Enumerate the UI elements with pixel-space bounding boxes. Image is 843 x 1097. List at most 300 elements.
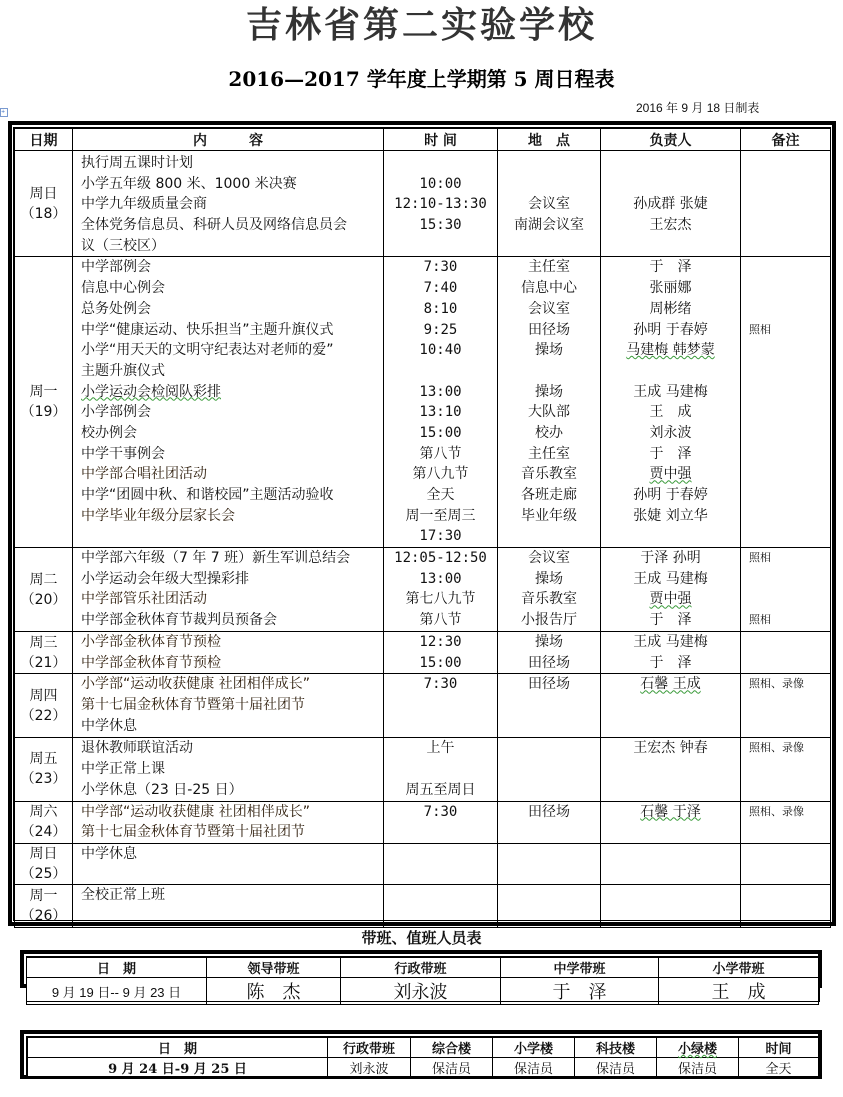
- time-line: [384, 423, 497, 444]
- content-line: [81, 802, 383, 823]
- time-text: 第七八九节: [405, 591, 476, 608]
- time-text: 8:10: [423, 300, 458, 317]
- note-line: [749, 236, 830, 257]
- note-cell: [741, 151, 831, 257]
- time-line: [384, 278, 497, 299]
- note-cell: [741, 548, 831, 632]
- person-line: [601, 589, 740, 610]
- duty1-leader-value: 陈 杰: [207, 978, 341, 1005]
- place-text: 操场: [535, 342, 563, 359]
- duty-table-1: [26, 957, 819, 1005]
- content-line: [81, 589, 383, 610]
- time-line: [384, 738, 497, 759]
- time-text: 17:30: [419, 528, 462, 545]
- place-line: [498, 299, 600, 320]
- note-line: [749, 780, 830, 801]
- col-header-place: 地 点: [498, 129, 601, 151]
- content-text: 小学五年级 800 米、1000 米决赛: [81, 175, 297, 192]
- day-date: （24）: [20, 824, 67, 841]
- time-cell: [384, 674, 498, 738]
- time-line: [384, 215, 497, 236]
- person-line: [601, 278, 740, 299]
- content-text: 中学部管乐社团活动: [81, 591, 207, 608]
- time-line: [384, 485, 497, 506]
- time-line: [384, 340, 497, 361]
- content-text: 小学运动会年级大型操彩排: [81, 570, 249, 587]
- place-text: 音乐教室: [521, 466, 577, 483]
- time-line: [384, 569, 497, 590]
- content-cell: [73, 548, 384, 632]
- place-text: 南湖会议室: [514, 217, 584, 234]
- content-text: 校办例会: [81, 424, 137, 441]
- schedule-row: [15, 632, 831, 674]
- place-line: [498, 526, 600, 547]
- person-line: [601, 653, 740, 674]
- place-line: [498, 695, 600, 716]
- place-line: [498, 589, 600, 610]
- person-line: [601, 674, 740, 695]
- duty1-col-primary: 小学带班: [659, 958, 819, 978]
- person-text: 石馨 于泽: [640, 803, 701, 820]
- person-text: 于 泽: [649, 445, 692, 462]
- note-line: [749, 716, 830, 737]
- duty2-col-time: 时间: [739, 1038, 819, 1058]
- place-line: [498, 382, 600, 403]
- content-line: [81, 526, 383, 547]
- content-text: 中学部例会: [81, 259, 151, 276]
- duty-table-1-row: [27, 978, 819, 1005]
- time-text: 13:00: [419, 383, 462, 400]
- person-cell: [601, 674, 741, 738]
- time-text: 12:30: [419, 634, 462, 651]
- person-line: [601, 610, 740, 631]
- content-cell: [73, 843, 384, 884]
- duty2-col-date: 日 期: [28, 1038, 328, 1058]
- made-date: 2016 年 9 月 18 日制表: [636, 101, 760, 115]
- time-line: [384, 444, 497, 465]
- schedule-row: [15, 151, 831, 257]
- person-cell: [601, 738, 741, 801]
- person-line: [601, 464, 740, 485]
- place-text: 田径场: [528, 803, 570, 820]
- day-cell: [15, 632, 73, 674]
- person-line: [601, 738, 740, 759]
- note-line: [749, 822, 830, 843]
- time-text: 7:30: [423, 259, 458, 276]
- place-line: [498, 215, 600, 236]
- content-cell: [73, 801, 384, 843]
- person-line: [601, 153, 740, 174]
- person-line: [601, 695, 740, 716]
- place-line: [498, 653, 600, 674]
- schedule-row: [15, 257, 831, 548]
- duty-table-2-row: [28, 1058, 819, 1078]
- note-line: [749, 153, 830, 174]
- content-cell: [73, 257, 384, 548]
- day-label: 周二: [29, 571, 58, 588]
- day-label: 周一: [29, 384, 58, 401]
- place-line: [498, 569, 600, 590]
- place-line: [498, 506, 600, 527]
- content-line: [81, 464, 383, 485]
- content-text: 中学毕业年级分层家长会: [81, 507, 235, 524]
- note-line: [749, 257, 830, 278]
- day-label: 周日: [29, 185, 58, 202]
- content-line: [81, 822, 383, 843]
- place-line: [498, 402, 600, 423]
- schedule-row: [15, 674, 831, 738]
- schedule-row: [15, 843, 831, 884]
- day-cell: [15, 548, 73, 632]
- time-line: [384, 194, 497, 215]
- person-line: [601, 716, 740, 737]
- time-line: [384, 299, 497, 320]
- duty2-green-value: 保洁员: [657, 1058, 739, 1078]
- duty2-time-value: 全天: [739, 1058, 819, 1078]
- note-line: [749, 548, 830, 569]
- place-text: 田径场: [528, 654, 570, 671]
- person-text: 王成 马建梅: [633, 383, 708, 400]
- time-line: [384, 632, 497, 653]
- note-text: 照相、录像: [749, 804, 804, 818]
- note-line: [749, 299, 830, 320]
- person-line: [601, 885, 740, 906]
- duty1-col-middle: 中学带班: [501, 958, 659, 978]
- content-text: 小学运动会检阅队彩排: [81, 383, 221, 400]
- time-line: [384, 526, 497, 547]
- duty-table-title: 带班、值班人员表: [361, 929, 482, 947]
- time-line: [384, 716, 497, 737]
- duty2-col-tech-building: 科技楼: [575, 1038, 657, 1058]
- place-line: [498, 632, 600, 653]
- day-cell: [15, 738, 73, 801]
- content-text: 全校正常上班: [81, 886, 165, 903]
- person-text: 周彬绪: [649, 300, 692, 317]
- time-line: [384, 174, 497, 195]
- time-text: 第八节: [419, 612, 462, 629]
- day-cell: [15, 801, 73, 843]
- time-text: 15:00: [419, 424, 462, 441]
- note-line: [749, 194, 830, 215]
- person-line: [601, 780, 740, 801]
- note-line: [749, 569, 830, 590]
- person-text: 张婕 刘立华: [633, 507, 708, 524]
- time-cell: [384, 151, 498, 257]
- note-line: [749, 695, 830, 716]
- place-text: 大队部: [528, 404, 570, 421]
- content-line: [81, 569, 383, 590]
- time-line: [384, 361, 497, 382]
- time-text: 第八九节: [412, 466, 469, 483]
- place-text: 田径场: [528, 321, 570, 338]
- place-line: [498, 885, 600, 906]
- time-text: 13:10: [419, 404, 462, 421]
- person-cell: [601, 884, 741, 927]
- time-cell: [384, 884, 498, 927]
- col-header-date: 日期: [15, 129, 73, 151]
- content-line: [81, 340, 383, 361]
- content-text: 中学部合唱社团活动: [81, 466, 207, 483]
- note-cell: [741, 884, 831, 927]
- day-label: 周六: [29, 804, 58, 821]
- time-cell: [384, 257, 498, 548]
- note-cell: [741, 801, 831, 843]
- place-line: [498, 278, 600, 299]
- content-line: [81, 610, 383, 631]
- person-line: [601, 340, 740, 361]
- note-text: 照相: [749, 551, 771, 565]
- person-text: 王宏杰: [649, 217, 692, 234]
- time-line: [384, 674, 497, 695]
- duty1-col-leader: 领导带班: [207, 958, 341, 978]
- time-text: 7:30: [423, 803, 458, 820]
- time-text: 9:25: [423, 321, 458, 338]
- time-line: [384, 653, 497, 674]
- person-line: [601, 444, 740, 465]
- schedule-row: [15, 738, 831, 801]
- duty2-col-complex-building: 综合楼: [411, 1038, 493, 1058]
- time-text: 7:30: [423, 676, 458, 693]
- time-line: [384, 802, 497, 823]
- note-cell: [741, 843, 831, 884]
- note-cell: [741, 632, 831, 674]
- time-line: [384, 822, 497, 843]
- person-text: 王成 马建梅: [633, 634, 708, 651]
- day-date: （22）: [20, 707, 67, 724]
- person-text: 孙成群 张婕: [633, 196, 708, 213]
- place-line: [498, 610, 600, 631]
- place-text: 操场: [535, 570, 563, 587]
- place-text: 信息中心: [521, 280, 577, 297]
- content-cell: [73, 738, 384, 801]
- time-line: [384, 236, 497, 257]
- place-text: 会议室: [528, 300, 570, 317]
- person-cell: [601, 632, 741, 674]
- time-line: [384, 844, 497, 865]
- note-line: [749, 485, 830, 506]
- content-line: [81, 885, 383, 906]
- content-text: 信息中心例会: [81, 280, 165, 297]
- time-text: 周五至周日: [405, 781, 476, 798]
- note-line: [749, 506, 830, 527]
- place-line: [498, 844, 600, 865]
- place-line: [498, 738, 600, 759]
- place-text: 各班走廊: [521, 487, 577, 503]
- place-line: [498, 236, 600, 257]
- col-header-note: 备注: [741, 129, 831, 151]
- duty2-col-green-building-label: 小绿楼: [677, 1042, 717, 1057]
- person-text: 刘永波: [649, 424, 692, 441]
- day-cell: [15, 257, 73, 548]
- place-text: 主任室: [528, 259, 570, 276]
- person-line: [601, 194, 740, 215]
- content-text: 执行周五课时计划: [81, 155, 193, 171]
- note-line: [749, 402, 830, 423]
- content-line: [81, 402, 383, 423]
- day-cell: [15, 884, 73, 927]
- person-text: 马建梅 韩梦蒙: [626, 342, 715, 359]
- schedule-row: [15, 801, 831, 843]
- duty2-tech-value: 保洁员: [575, 1058, 657, 1078]
- content-line: [81, 320, 383, 341]
- schedule-header-row: [15, 129, 831, 151]
- note-line: [749, 674, 830, 695]
- note-line: [749, 885, 830, 906]
- place-text: 小报告厅: [521, 612, 577, 629]
- person-text: 王宏杰 钟春: [633, 740, 708, 757]
- content-line: [81, 759, 383, 780]
- time-line: [384, 257, 497, 278]
- note-line: [749, 423, 830, 444]
- time-line: [384, 402, 497, 423]
- place-line: [498, 674, 600, 695]
- note-line: [749, 382, 830, 403]
- day-cell: [15, 151, 73, 257]
- time-cell: [384, 738, 498, 801]
- place-cell: [498, 843, 601, 884]
- time-text: 10:00: [419, 175, 462, 192]
- time-line: [384, 695, 497, 716]
- duty2-admin-value: 刘永波: [328, 1058, 411, 1078]
- day-date: （20）: [20, 591, 67, 608]
- person-line: [601, 802, 740, 823]
- person-line: [601, 320, 740, 341]
- person-line: [601, 215, 740, 236]
- place-line: [498, 780, 600, 801]
- person-line: [601, 759, 740, 780]
- note-line: [749, 610, 830, 631]
- content-text: 中学部金秋体育节裁判员预备会: [81, 612, 277, 629]
- note-line: [749, 340, 830, 361]
- content-text: 退休教师联谊活动: [81, 740, 193, 757]
- schedule-table: [14, 128, 831, 928]
- place-line: [498, 464, 600, 485]
- time-text: 15:30: [419, 217, 462, 234]
- content-line: [81, 444, 383, 465]
- place-text: 会议室: [528, 196, 570, 213]
- place-text: 主任室: [528, 445, 570, 462]
- place-line: [498, 361, 600, 382]
- place-line: [498, 423, 600, 444]
- place-text: 会议室: [528, 550, 570, 567]
- note-line: [749, 320, 830, 341]
- time-text: 第八节: [419, 445, 462, 462]
- content-line: [81, 780, 383, 801]
- person-text: 于 泽: [649, 612, 692, 629]
- time-text: 10:40: [419, 342, 462, 359]
- time-cell: [384, 548, 498, 632]
- place-line: [498, 153, 600, 174]
- place-cell: [498, 548, 601, 632]
- person-text: 于泽 孙明: [640, 550, 701, 567]
- person-line: [601, 822, 740, 843]
- place-text: 田径场: [528, 676, 570, 693]
- day-label: 周四: [29, 687, 58, 704]
- person-line: [601, 423, 740, 444]
- time-line: [384, 759, 497, 780]
- person-line: [601, 236, 740, 257]
- duty1-date-value: 9 月 19 日-- 9 月 23 日: [27, 978, 207, 1005]
- day-date: （19）: [20, 404, 67, 421]
- note-line: [749, 444, 830, 465]
- person-text: 贾中强: [649, 591, 692, 608]
- person-text: 孙明 于春婷: [633, 321, 708, 338]
- place-cell: [498, 674, 601, 738]
- place-text: 操场: [535, 383, 563, 400]
- content-line: [81, 257, 383, 278]
- person-cell: [601, 843, 741, 884]
- duty1-col-date: 日 期: [27, 958, 207, 978]
- content-cell: [73, 632, 384, 674]
- person-line: [601, 632, 740, 653]
- content-line: [81, 236, 383, 257]
- day-date: （21）: [20, 654, 67, 671]
- place-cell: [498, 738, 601, 801]
- content-line: [81, 153, 383, 174]
- time-line: [384, 464, 497, 485]
- duty1-col-admin: 行政带班: [341, 958, 501, 978]
- person-text: 张丽娜: [649, 280, 692, 297]
- person-text: 贾中强: [649, 466, 692, 483]
- col-header-person: 负责人: [601, 129, 741, 151]
- note-line: [749, 464, 830, 485]
- time-line: [384, 548, 497, 569]
- person-text: 王成 马建梅: [633, 570, 708, 587]
- day-label: 周五: [29, 751, 58, 768]
- content-cell: [73, 151, 384, 257]
- person-text: 石馨 王成: [640, 676, 701, 693]
- time-cell: [384, 632, 498, 674]
- place-line: [498, 340, 600, 361]
- day-date: （18）: [20, 205, 67, 222]
- time-cell: [384, 801, 498, 843]
- place-text: 音乐教室: [521, 591, 577, 608]
- person-text: 于 泽: [649, 654, 692, 671]
- col-header-content: 内 容: [73, 129, 384, 151]
- person-line: [601, 382, 740, 403]
- content-cell: [73, 884, 384, 927]
- content-line: [81, 194, 383, 215]
- time-text: 上午: [426, 740, 455, 757]
- time-text: 周一至周三: [405, 507, 476, 524]
- day-cell: [15, 674, 73, 738]
- content-text: 中学干事例会: [81, 445, 165, 462]
- person-cell: [601, 151, 741, 257]
- content-text: 小学部例会: [81, 404, 151, 421]
- content-text: 议（三校区）: [81, 237, 165, 254]
- content-text: 第十七届金秋体育节暨第十届社团节: [81, 697, 305, 714]
- content-text: 小学“用天天的文明守纪表达对老师的爱”: [81, 342, 334, 359]
- content-text: 中学部“运动收获健康 社团相伴成长”: [81, 803, 310, 820]
- place-text: 操场: [535, 634, 563, 651]
- place-line: [498, 444, 600, 465]
- duty2-primary-value: 保洁员: [493, 1058, 575, 1078]
- place-line: [498, 548, 600, 569]
- content-text: 全体党务信息员、科研人员及网络信息员会: [81, 217, 347, 234]
- duty2-complex-value: 保洁员: [411, 1058, 493, 1078]
- content-text: 中学休息: [81, 845, 137, 862]
- place-line: [498, 485, 600, 506]
- content-text: 中学部六年级（7 年 7 班）新生军训总结会: [81, 550, 351, 567]
- time-text: 全天: [426, 487, 455, 503]
- content-line: [81, 653, 383, 674]
- place-line: [498, 194, 600, 215]
- content-text: 中学“健康运动、快乐担当”主题升旗仪式: [81, 321, 334, 338]
- note-line: [749, 632, 830, 653]
- content-line: [81, 548, 383, 569]
- schedule-subtitle: 2016—2017 学年度上学期第 5 周日程表: [228, 67, 615, 91]
- person-line: [601, 361, 740, 382]
